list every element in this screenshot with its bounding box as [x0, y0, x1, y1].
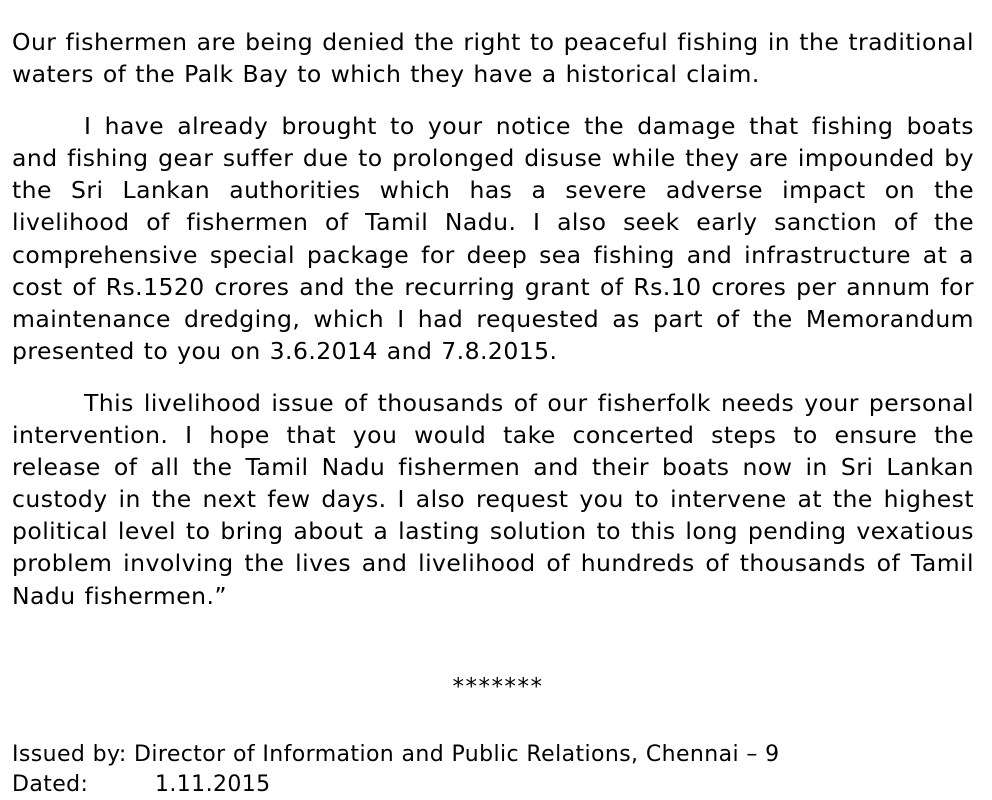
paragraph-boats-package: I have already brought to your notice the damage that fishing boats and fishing gear suffer due to prolonged disuse while they are impounded by the Sri Lankan authorities which has a severe adverse impact on the livelihood of fishermen of Tamil Nadu. I also seek early sanction of the comprehensive special package for deep sea fishing and infrastructure at a cost of Rs.1520 crores and the recurring grant of Rs.10 crores per annum for maintenance dredging, which I had requested as part of the Memorandum presented to you on 3.6.2014 and 7.8.2015. [12, 112, 974, 365]
document-body [12, 26, 974, 797]
issued-by-line: Issued by: Director of Information and Public Relations, Chennai – 9 [12, 742, 780, 767]
dated-label: Dated: [12, 772, 89, 797]
paragraph-intervention-request: This livelihood issue of thousands of our fisherfolk needs your personal intervention. I hope that you would take concerted steps to ensure the release of all the Tamil Nadu fishermen and their boats now in Sri Lankan custody in the next few days. I also request you to intervene at the highest political level to bring about a lasting solution to this long pending vexatious problem involving the lives and livelihood of hundreds of thousands of Tamil Nadu fishermen.” [12, 388, 974, 610]
paragraph-fishermen-rights: Our fishermen are being denied the right to peaceful fishing in the traditional waters of the Palk Bay to which they have a historical claim. [12, 28, 974, 89]
dated-line [12, 770, 780, 800]
press-release-footer [12, 740, 780, 800]
section-separator: ******* [452, 674, 544, 700]
dated-value: 1.11.2015 [155, 772, 271, 797]
